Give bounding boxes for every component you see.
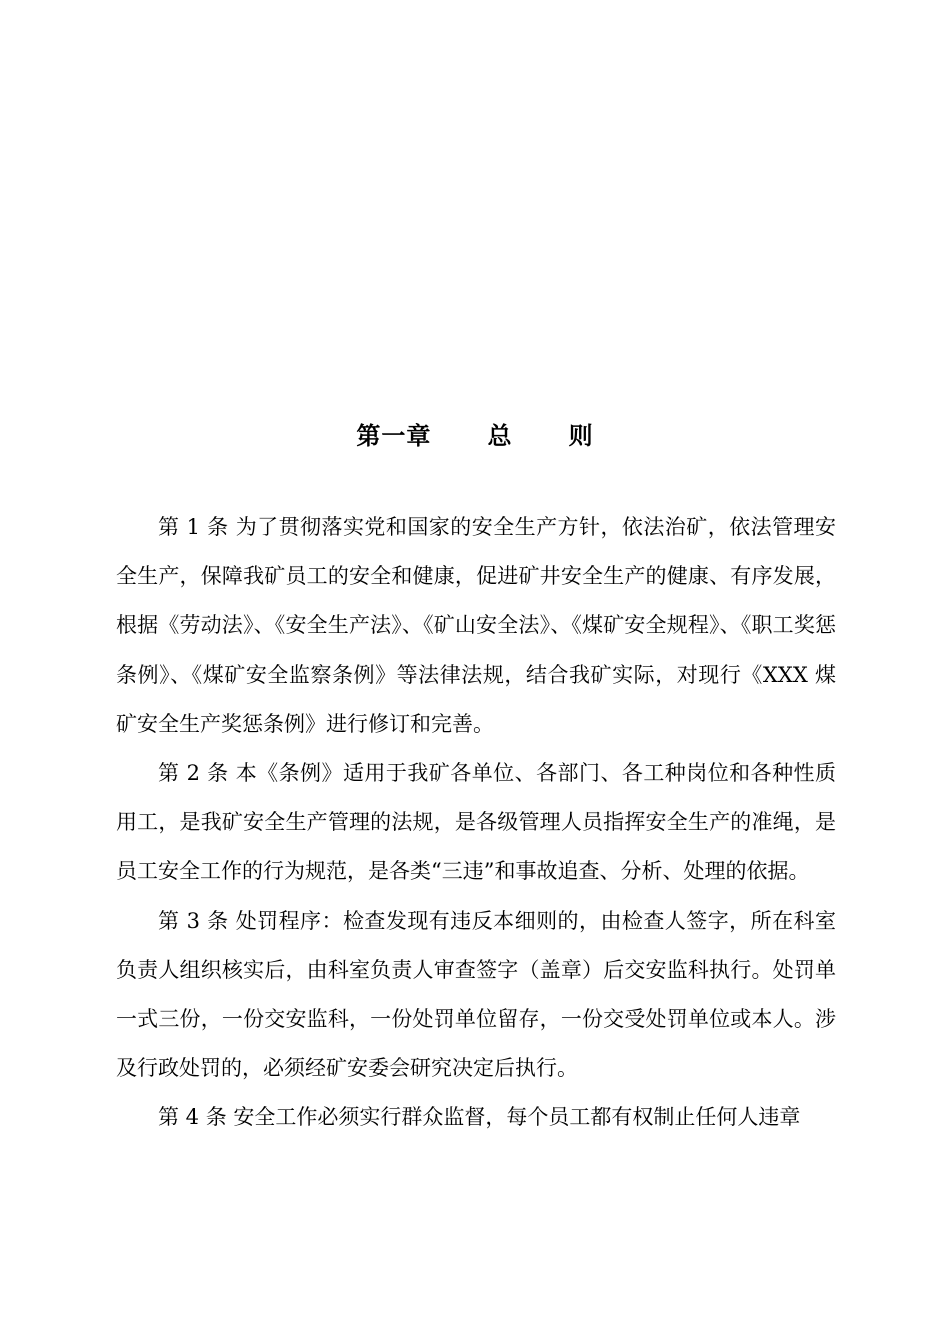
- article-text: 处罚程序：检查发现有违反本细则的，由检查人签字，所在科室负责人组织核实后，由科室负责人审查签字（盖章）后交安监科执行。处罚单一式三份，一份交安监科，一份处罚单位留存，一份交受处罚单位或本人。涉及行政处罚的，必须经矿安委会研究决定后执行。: [116, 908, 836, 1081]
- article-text: 本《条例》适用于我矿各单位、各部门、各工种岗位和各种性质用工，是我矿安全生产管理的法规，是各级管理人员指挥安全生产的准绳，是员工安全工作的行为规范，是各类“三违”和事故追查、分析、处理的依据。: [116, 761, 836, 884]
- article-text: 安全工作必须实行群众监督，每个员工都有权制止任何人违章: [233, 1105, 801, 1130]
- article-number: 第 3 条: [158, 908, 229, 933]
- article-number: 第 1 条: [158, 515, 229, 539]
- article-4: [116, 1093, 836, 1142]
- chapter-title: 第一章 总 则: [356, 422, 594, 451]
- article-3: [116, 897, 836, 1094]
- article-1: [116, 503, 836, 749]
- article-number: 第 2 条: [158, 761, 229, 786]
- article-2: [116, 749, 836, 897]
- document-body: [116, 503, 836, 1143]
- article-number: 第 4 条: [158, 1105, 227, 1130]
- article-text: 为了贯彻落实党和国家的安全生产方针，依法治矿，依法管理安全生产，保障我矿员工的安全和健康，促进矿井安全生产的健康、有序发展，根据《劳动法》、《安全生产法》、《矿山安全法》、《煤矿安全规程》、《职工奖惩条例》、《煤矿安全监察条例》等法律法规，结合我矿实际，对现行《XXX 煤矿安全生产奖惩条例》进行修订和完善。: [116, 515, 836, 736]
